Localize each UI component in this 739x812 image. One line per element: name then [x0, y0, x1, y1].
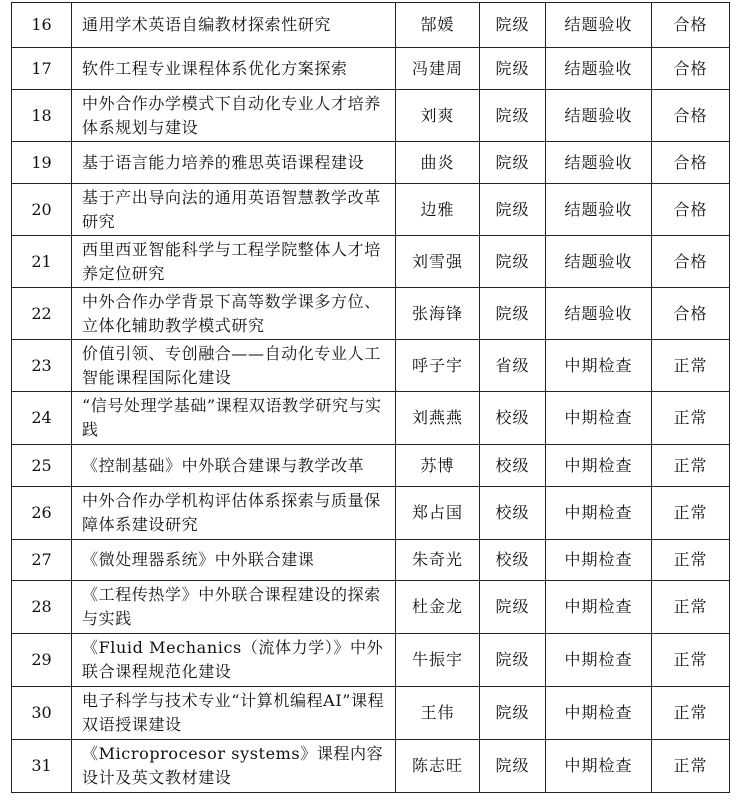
project-stage: 中期检查: [546, 687, 652, 740]
project-table: [11, 2, 730, 793]
project-title: “信号处理学基础”课程双语教学研究与实践: [72, 392, 396, 445]
table-row: [12, 3, 730, 48]
project-result: 正常: [652, 487, 730, 540]
project-stage: 中期检查: [546, 445, 652, 487]
project-stage: 结题验收: [546, 288, 652, 340]
project-title: 中外合作办学背景下高等数学课多方位、立体化辅助教学模式研究: [72, 288, 396, 340]
project-stage: 中期检查: [546, 634, 652, 687]
table-row: [12, 90, 730, 142]
table-row: [12, 48, 730, 90]
project-level: 院级: [480, 288, 546, 340]
project-title: 基于产出导向法的通用英语智慧教学改革研究: [72, 184, 396, 236]
row-number: 27: [12, 540, 72, 581]
project-level: 院级: [480, 142, 546, 184]
project-title: 基于语言能力培养的雅思英语课程建设: [72, 142, 396, 184]
project-title: 软件工程专业课程体系优化方案探索: [72, 48, 396, 90]
project-title: 中外合作办学机构评估体系探索与质量保障体系建设研究: [72, 487, 396, 540]
project-result: 正常: [652, 740, 730, 793]
project-stage: 中期检查: [546, 540, 652, 581]
project-level: 院级: [480, 236, 546, 288]
project-leader: 苏博: [396, 445, 480, 487]
project-level: 院级: [480, 740, 546, 793]
project-level: 校级: [480, 487, 546, 540]
project-title: 电子科学与技术专业“计算机编程AI”课程双语授课建设: [72, 687, 396, 740]
project-result: 合格: [652, 3, 730, 48]
table-row: [12, 581, 730, 634]
project-stage: 结题验收: [546, 184, 652, 236]
project-level: 校级: [480, 540, 546, 581]
table-row: [12, 740, 730, 793]
project-leader: 呼子宇: [396, 340, 480, 392]
project-title: 《微处理器系统》中外联合建课: [72, 540, 396, 581]
project-level: 院级: [480, 48, 546, 90]
project-title: 通用学术英语自编教材探索性研究: [72, 3, 396, 48]
row-number: 23: [12, 340, 72, 392]
project-result: 正常: [652, 540, 730, 581]
project-leader: 王伟: [396, 687, 480, 740]
project-title: 中外合作办学模式下自动化专业人才培养体系规划与建设: [72, 90, 396, 142]
row-number: 30: [12, 687, 72, 740]
project-leader: 张海锋: [396, 288, 480, 340]
project-leader: 牛振宇: [396, 634, 480, 687]
project-leader: 陈志旺: [396, 740, 480, 793]
project-title: 价值引领、专创融合——自动化专业人工智能课程国际化建设: [72, 340, 396, 392]
project-title: 《Microprocesor systems》课程内容设计及英文教材建设: [72, 740, 396, 793]
project-result: 合格: [652, 288, 730, 340]
project-stage: 结题验收: [546, 236, 652, 288]
project-stage: 中期检查: [546, 581, 652, 634]
project-leader: 朱奇光: [396, 540, 480, 581]
row-number: 20: [12, 184, 72, 236]
project-result: 合格: [652, 184, 730, 236]
project-stage: 结题验收: [546, 90, 652, 142]
project-stage: 中期检查: [546, 740, 652, 793]
row-number: 29: [12, 634, 72, 687]
project-leader: 冯建周: [396, 48, 480, 90]
project-result: 合格: [652, 142, 730, 184]
row-number: 26: [12, 487, 72, 540]
table-body: [12, 3, 730, 793]
project-level: 院级: [480, 581, 546, 634]
project-leader: 曲炎: [396, 142, 480, 184]
project-level: 院级: [480, 687, 546, 740]
project-result: 正常: [652, 445, 730, 487]
project-leader: 刘雪强: [396, 236, 480, 288]
project-level: 校级: [480, 445, 546, 487]
row-number: 16: [12, 3, 72, 48]
table-row: [12, 142, 730, 184]
table-row: [12, 340, 730, 392]
table-row: [12, 634, 730, 687]
table-row: [12, 687, 730, 740]
row-number: 21: [12, 236, 72, 288]
project-stage: 中期检查: [546, 340, 652, 392]
project-stage: 结题验收: [546, 3, 652, 48]
project-result: 合格: [652, 90, 730, 142]
table-row: [12, 184, 730, 236]
row-number: 22: [12, 288, 72, 340]
project-leader: 刘爽: [396, 90, 480, 142]
project-level: 院级: [480, 634, 546, 687]
table-row: [12, 540, 730, 581]
project-title: 《工程传热学》中外联合课程建设的探索与实践: [72, 581, 396, 634]
project-leader: 边雅: [396, 184, 480, 236]
project-result: 正常: [652, 581, 730, 634]
project-level: 院级: [480, 184, 546, 236]
row-number: 31: [12, 740, 72, 793]
project-stage: 中期检查: [546, 487, 652, 540]
project-leader: 郜媛: [396, 3, 480, 48]
project-title: 《Fluid Mechanics（流体力学）》中外联合课程规范化建设: [72, 634, 396, 687]
row-number: 28: [12, 581, 72, 634]
project-stage: 中期检查: [546, 392, 652, 445]
project-stage: 结题验收: [546, 142, 652, 184]
project-level: 校级: [480, 392, 546, 445]
row-number: 18: [12, 90, 72, 142]
row-number: 17: [12, 48, 72, 90]
project-level: 省级: [480, 340, 546, 392]
table-row: [12, 392, 730, 445]
project-level: 院级: [480, 3, 546, 48]
project-leader: 杜金龙: [396, 581, 480, 634]
row-number: 25: [12, 445, 72, 487]
project-result: 合格: [652, 48, 730, 90]
project-result: 正常: [652, 340, 730, 392]
project-level: 院级: [480, 90, 546, 142]
project-leader: 刘燕燕: [396, 392, 480, 445]
project-result: 正常: [652, 634, 730, 687]
project-title: 《控制基础》中外联合建课与教学改革: [72, 445, 396, 487]
project-stage: 结题验收: [546, 48, 652, 90]
table-row: [12, 487, 730, 540]
project-result: 正常: [652, 687, 730, 740]
table-row: [12, 288, 730, 340]
project-result: 合格: [652, 236, 730, 288]
row-number: 19: [12, 142, 72, 184]
project-result: 正常: [652, 392, 730, 445]
table-row: [12, 445, 730, 487]
table-row: [12, 236, 730, 288]
project-title: 西里西亚智能科学与工程学院整体人才培养定位研究: [72, 236, 396, 288]
row-number: 24: [12, 392, 72, 445]
project-leader: 郑占国: [396, 487, 480, 540]
